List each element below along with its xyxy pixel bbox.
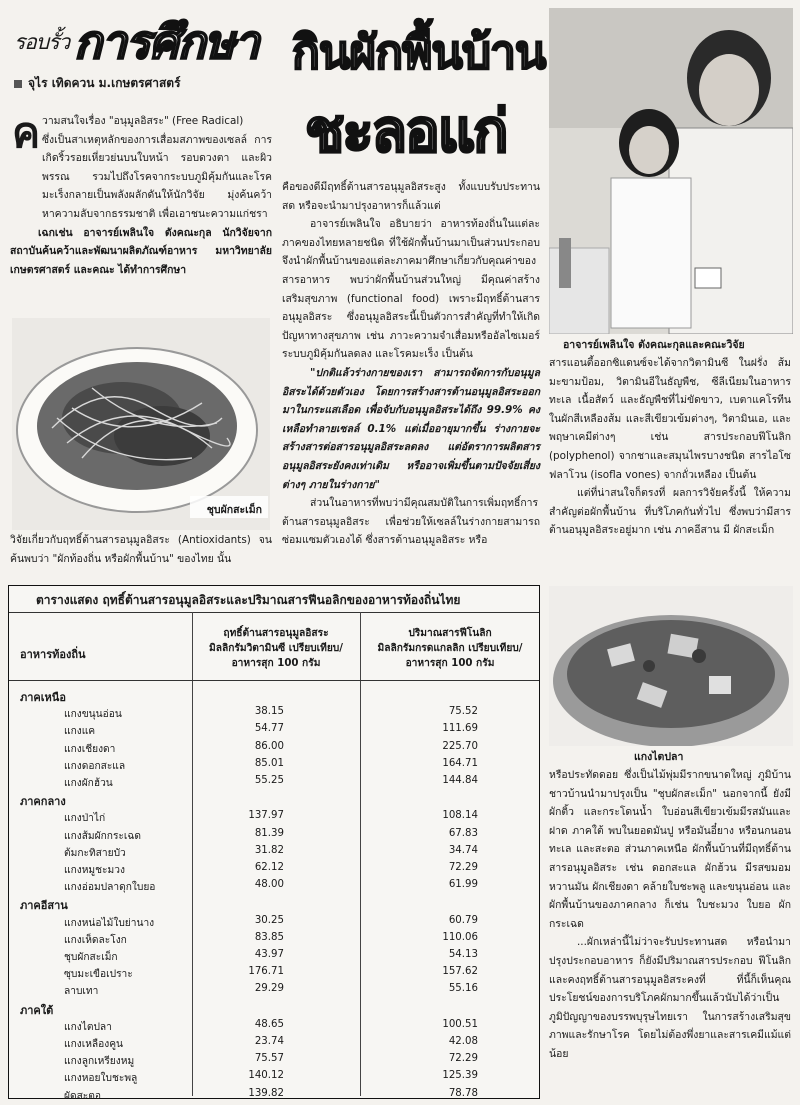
photo-caption-chub: ชุบผักสะเม็ก — [206, 504, 262, 516]
table-header-food: อาหารท้องถิ่น — [20, 648, 86, 661]
table-cell-antioxidant: 38.15 — [254, 706, 284, 718]
photo-researchers — [549, 8, 793, 334]
table-cell-food: แกงอ่อมปลาดุกใบยอ — [64, 882, 156, 894]
table-cell-antioxidant: 75.57 — [254, 1053, 284, 1065]
antioxidant-paragraph: วิจัยเกี่ยวกับฤทธิ์ต้านสารอนุมูลอิสระ (Antioxidants) จนค้นพบว่า "ผักท้องถิ่น หรือผักพื้นบ้าน" ของไทย นั้น — [10, 534, 272, 565]
antiox-header-line3: อาหารสุก 100 กรัม — [231, 658, 321, 669]
table-cell-phenolic: 110.06 — [442, 931, 478, 943]
table-region-heading: ภาคอีสาน — [20, 899, 68, 913]
table-cell-antioxidant: 48.00 — [254, 879, 284, 891]
table-cell-food: แกงขนุนอ่อน — [64, 709, 122, 721]
col3-paragraph2: แต่ที่น่าสนใจก็ตรงที่ ผลการวิจัยครั้งนี้ ให้ความสำคัญต่อผักพื้นบ้าน ที่บริโภคกันทั่วไป ซึ่งพบว่ามีสารต้านอนุมูลอิสระอยู่มาก เช่น ภาคอีสาน มี ผักสะเม็ก — [549, 487, 791, 537]
table-cell-antioxidant: 137.97 — [248, 810, 284, 822]
table-cell-phenolic: 72.29 — [448, 862, 478, 873]
table-col-divider-1 — [192, 612, 193, 1096]
table-cell-phenolic: 111.69 — [442, 723, 478, 735]
table-cell-antioxidant: 54.77 — [254, 723, 284, 735]
col3-paragraph1: สารแอนตี้ออกซิแดนซ์จะได้จากวิตามินซี ในฝรั่ง ส้ม มะขามป้อม, วิตามินอีในธัญพืช, ซีลีเนียมในอาหารทะเล เนื้อสัตว์ และธัญพืชที่ไม่ขัดขาว, เบตาแคโรทีนในผักสีเหลืองส้ม และสีเขียวเข้มต่างๆ, วิตามินเอ, และพฤษาเคมีต่างๆ เช่น สารประกอบฟีโนลิก (polyphenol) จากชาและสมุนไพรบางชนิด สารไอโซฟลาโวน (isofla vones) จากถั่วเหลือง เป็นต้น — [549, 357, 791, 481]
col2-paragraph3: ส่วนในอาหารที่พบว่ามีคุณสมบัติในการเพิ่มฤทธิ์การต้านสารอนุมูลอิสระ เพื่อช่วยให้เซลล์ในร่างกายสามารถซ่อมแซมตัวเองได้ ซึ่งสารต้านอนุมูลอิสระ หรือ — [282, 497, 540, 547]
table-cell-antioxidant: 176.71 — [248, 966, 284, 978]
table-cell-antioxidant: 23.74 — [254, 1036, 284, 1047]
table-cell-food: ต้มกะทิสายบัว — [64, 847, 126, 859]
table-cell-food: แกงแค — [64, 726, 96, 738]
bullet-square-icon — [14, 80, 22, 88]
table-cell-phenolic: 75.52 — [448, 706, 478, 718]
phenol-header-line2: มิลลิกรัมกรดแกลลิก เปรียบเทียบ/ — [377, 643, 523, 654]
researcher-paragraph: เฉกเช่น อาจารย์เพลินใจ ตังคณะกุล นักวิจัยจากสถาบันค้นคว้าและพัฒนาผลิตภัณฑ์อาหาร มหาวิทยาลัยเกษตรศาสตร์ และคณะ ได้ทำการศึกษา — [10, 226, 272, 276]
table-cell-phenolic: 42.08 — [448, 1036, 478, 1047]
col3-paragraph4: ...ผักเหล่านี้ไม่ว่าจะรับประทานสด หรือนำมาปรุงประกอบอาหาร ก็ยังมีปริมาณสารประกอบ ฟีโนลิก และคงฤทธิ์ต้านสารอนุมูลอิสระคงที่ ที่นี้ก็เห็นคุณประโยชน์ของการบริโภคผักมากขึ้นแล้วนับได้ว่าเป็นภูมิปัญญาของบรรพบุรุษไทยเรา ในการสร้างเสริมสุขภาพและรักษาโรค โดยไม่ต้องพึ่งยาและสารเคมีแม้แต่น้อย — [549, 936, 791, 1060]
salad-plate-image — [12, 318, 270, 530]
table-cell-phenolic: 34.74 — [448, 844, 478, 856]
antiox-header-line2: มิลลิกรัมวิตามินซี เปรียบเทียบ/ — [209, 643, 343, 654]
table-header-antioxidant — [196, 626, 356, 671]
article-col1-bottom — [10, 531, 272, 568]
table-cell-food: แกงลูกเหรียงหมู — [64, 1056, 135, 1068]
intro-paragraph: ซึ่งเป็นสาเหตุหลักของการเสื่อมสภาพของเซลล์ การเกิดริ้วรอยเหี่ยวย่นบนใบหน้า รอบดวงตา และผิวพรรณ รวมไปถึงโรคจากระบบภูมิคุ้มกันและโรคมะเร็งกลายเป็นพลังผลักดันให้นักวิจัย มุ่งค้นคว้าหาความลับจากธรรมชาติ เพื่อเอาชนะความแก่ชรา — [42, 133, 272, 220]
table-cell-food: แกงป่าไก่ — [64, 813, 106, 825]
table-cell-food: แกงเหลืองคูน — [64, 1039, 124, 1050]
table-cell-antioxidant: 29.29 — [254, 983, 284, 995]
col2-paragraph2: อาจารย์เพลินใจ อธิบายว่า อาหารท้องถิ่นในแต่ละภาคของไทยหลายชนิด ที่ใช้ผักพื้นบ้านมาเป็นส่วนประกอบจึงนำผักพื้นบ้านของแต่ละภาคมาศึกษาเกี่ยวกับคุณค่าของสารอาหาร พบว่าผักพื้นบ้านส่วนใหญ่ มีคุณค่าสร้างเสริมสุขภาพ (functional food) เพราะมีฤทธิ์ต้านสารอนุมูลอิสระ ซึ่งอนุมูลอิสระนี้เป็นตัวการสำคัญที่ทำให้เกิดปัญหาทางสุขภาพ เช่น ภาวะความจำเสื่อมหรืออัลไซเมอร์ ระบบภูมิคุ้มกันลดลง และโรคมะเร็ง เป็นต้น — [282, 218, 540, 361]
table-divider-header — [9, 680, 539, 681]
expert-quote: "ปกติแล้วร่างกายของเรา สามารถจัดการกับอนุมูลอิสระได้ด้วยตัวเอง โดยการสร้างสารต้านอนุมูลอิสระออกมาในกระแสเลือด เพื่อจับกับอนุมูลอิสระได้ถึง 99.9% คงเหลือทำลายเซลล์ 0.1% แต่เมื่ออายุมากขึ้น ร่างกายจะสร้างสารต่อสารอนุมูลอิสระลดลง แต่อัตราการผลิตสารอนุมูลอิสระยังคงเท่าเดิม หรืออาจเพิ่มขึ้นตามปัจจัยเสี่ยงต่างๆ ภายในร่างกาย" — [282, 366, 540, 491]
photo-caption-curry: แกงไตปลา — [634, 751, 684, 763]
byline-text: จุไร เทิดควน ม.เกษตรศาสตร์ — [28, 76, 181, 90]
table-cell-phenolic: 72.29 — [448, 1053, 478, 1065]
table-cell-phenolic: 157.62 — [442, 966, 478, 978]
table-cell-food: แกงหอยใบชะพลู — [64, 1073, 138, 1085]
table-region-heading: ภาคใต้ — [20, 1003, 54, 1017]
table-cell-antioxidant: 86.00 — [254, 740, 284, 752]
section-title: การศึกษา — [74, 15, 259, 69]
table-cell-food: ผัดสะตอ — [64, 1090, 102, 1102]
table-cell-phenolic: 164.71 — [442, 757, 478, 769]
table-cell-phenolic: 78.78 — [448, 1087, 478, 1099]
table-cell-antioxidant: 48.65 — [254, 1018, 284, 1030]
table-cell-food: แกงดอกสะแล — [64, 760, 126, 772]
table-cell-antioxidant: 55.25 — [254, 775, 284, 786]
col3-paragraph3: หรือประทัดดอย ซึ่งเป็นไม้พุ่มมีรากขนาดใหญ่ ภูมิบ้านชาวบ้านนำมาปรุงเป็น "ชุบผักสะเม็ก" นอกจากนี้ ยังมี ผักติ้ว และกระโดนน้ำ ใบอ่อนสีเขียวเข้มมีรสมันและฝาด ภาคใต้ พบในยอดมันปู หรือมันอี๋ยาง หรือนกนอนทะเล และสะตอ ส่วนภาคเหนือ ผักพื้นบ้านที่มีฤทธิ์ต้านสารอนุมูลอิสระ เช่น ดอกสะแล ผักฮ้วน มีรสขมอมหวานมัน ผักเชียงดา คล้ายใบชะพลู และขนุนอ่อน และผักพื้นบ้านของภาคกลาง ก็เช่น ใบชะมวง ใบยอ ผักกระเฉด — [549, 769, 791, 930]
table-cell-phenolic: 100.51 — [442, 1018, 478, 1030]
table-cell-antioxidant: 30.25 — [254, 914, 284, 926]
table-cell-antioxidant: 81.39 — [254, 827, 284, 839]
table-cell-phenolic: 61.99 — [448, 879, 478, 891]
headline-line1: กินผักพื้นบ้าน — [292, 25, 546, 79]
table-cell-food: แกงไตปลา — [64, 1021, 112, 1033]
dropcap: ค — [12, 108, 41, 157]
table-col-divider-2 — [360, 612, 361, 1096]
table-cell-antioxidant: 31.82 — [254, 844, 284, 856]
table-header-phenolic — [364, 626, 536, 671]
phenol-header-line3: อาหารสุก 100 กรัม — [405, 658, 495, 669]
table-cell-antioxidant: 62.12 — [254, 862, 284, 873]
table-cell-antioxidant: 140.12 — [248, 1070, 284, 1082]
table-cell-phenolic: 60.79 — [448, 914, 478, 926]
article-col3-bottom — [549, 766, 791, 1064]
table-cell-phenolic: 55.16 — [448, 983, 478, 995]
table-cell-antioxidant: 43.97 — [254, 949, 284, 960]
table-region-heading: ภาคกลาง — [20, 795, 66, 809]
byline — [14, 74, 181, 93]
table-cell-food: แกงส้มผักกระเฉด — [64, 830, 141, 842]
table-cell-phenolic: 54.13 — [448, 949, 478, 960]
article-col3-top — [549, 354, 791, 540]
table-title: ตารางแสดง ฤทธิ์ต้านสารอนุมูลอิสระและปริมาณสารฟีนอลิกของอาหารท้องถิ่นไทย — [36, 593, 461, 607]
table-cell-antioxidant: 139.82 — [248, 1087, 284, 1099]
table-cell-food: แกงหมูชะมวง — [64, 865, 125, 876]
table-cell-phenolic: 67.83 — [448, 827, 478, 839]
table-region-heading: ภาคเหนือ — [20, 691, 66, 704]
table-cell-phenolic: 144.84 — [442, 775, 478, 786]
intro-first-line: วามสนใจเรื่อง "อนุมูลอิสระ" (Free Radical) — [42, 115, 244, 127]
photo-gaeng-tai-pla — [549, 586, 793, 746]
table-cell-food: ชุบผักสะเม็ก — [64, 952, 118, 963]
researchers-image — [549, 8, 793, 334]
table-cell-food: แกงหน่อไม้ใบย่านาง — [64, 917, 155, 929]
antiox-header-line1: ฤทธิ์ต้านสารอนุมูลอิสระ — [223, 628, 329, 639]
col2-paragraph1: คือของดีมีฤทธิ์ต้านสารอนุมูลอิสระสูง ทั้งแบบรับประทานสด หรือจะนำมาปรุงอาหารก็แล้วแต่ — [282, 181, 540, 212]
table-cell-food: ซุบมะเขือเปราะ — [64, 969, 133, 981]
table-cell-antioxidant: 83.85 — [254, 931, 284, 943]
table-cell-food: ลาบเทา — [64, 986, 99, 998]
photo-chub-phak-samek — [12, 318, 270, 530]
headline-line2: ชะลอแก่ — [305, 97, 507, 165]
table-cell-antioxidant: 85.01 — [254, 757, 284, 769]
article-col2 — [282, 178, 540, 550]
article-col1-top — [10, 108, 272, 279]
table-cell-phenolic: 225.70 — [442, 740, 478, 752]
photo-caption-researchers: อาจารย์เพลินใจ ตังคณะกุลและคณะวิจัย — [563, 339, 745, 351]
table-cell-phenolic: 125.39 — [442, 1070, 478, 1082]
table-cell-food: แกงผักฮ้วน — [64, 778, 113, 789]
curry-bowl-image — [549, 586, 793, 746]
table-divider-top — [9, 612, 539, 613]
phenol-header-line1: ปริมาณสารฟีโนลิก — [408, 628, 492, 639]
table-cell-food: แกงเห็ดละโงก — [64, 934, 127, 946]
table-cell-phenolic: 108.14 — [442, 810, 478, 822]
table-cell-food: แกงเชียงดา — [64, 743, 116, 755]
kicker: รอบรั้ว — [14, 30, 70, 54]
